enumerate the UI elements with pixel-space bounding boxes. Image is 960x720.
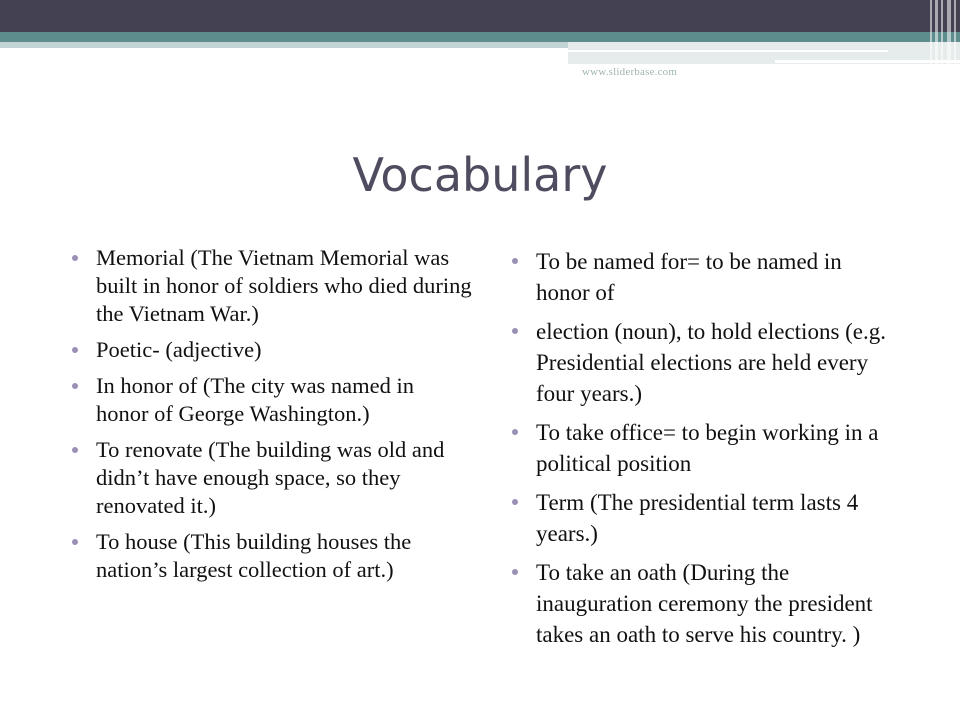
- header-bar-dark: [0, 0, 960, 32]
- bullet-icon: [512, 258, 518, 264]
- list-item-text: To be named for= to be named in honor of: [536, 249, 842, 305]
- bullet-icon: [72, 255, 78, 261]
- right-bullet-list: [512, 246, 900, 658]
- list-item: [512, 316, 900, 409]
- bullet-icon: [512, 328, 518, 334]
- header-bar-teal: [0, 32, 960, 42]
- list-item: [512, 246, 900, 308]
- list-item-text: Memorial (The Vietnam Memorial was built in honor of soldiers who died during the Vietnam War.): [96, 245, 472, 326]
- bullet-icon: [72, 447, 78, 453]
- list-item-text: To take office= to begin working in a political position: [536, 420, 879, 476]
- header-stripes: [928, 0, 960, 64]
- list-item: [72, 528, 472, 584]
- list-item-text: Poetic- (adjective): [96, 337, 262, 362]
- bullet-icon: [512, 569, 518, 575]
- list-item: [72, 372, 472, 428]
- bullet-icon: [72, 539, 78, 545]
- left-bullet-list: [72, 244, 472, 592]
- bullet-icon: [72, 383, 78, 389]
- bullet-icon: [72, 347, 78, 353]
- list-item-text: To renovate (The building was old and didn’t have enough space, so they renovated it.): [96, 437, 445, 518]
- website-watermark: www.sliderbase.com: [582, 66, 678, 78]
- list-item-text: To take an oath (During the inauguration ceremony the president takes an oath to serve his country. ): [536, 560, 873, 647]
- list-item-text: Term (The presidential term lasts 4 years.): [536, 490, 859, 546]
- header-line: [568, 50, 888, 52]
- list-item-text: To house (This building houses the nation’s largest collection of art.): [96, 529, 412, 582]
- list-item: [512, 417, 900, 479]
- bullet-icon: [512, 499, 518, 505]
- list-item: [512, 487, 900, 549]
- list-item: [72, 436, 472, 520]
- slide-title: Vocabulary: [352, 148, 608, 202]
- list-item-text: election (noun), to hold elections (e.g. Presidential elections are held every four years.): [536, 319, 887, 406]
- list-item: [72, 244, 472, 328]
- list-item: [72, 336, 472, 364]
- list-item: [512, 557, 900, 650]
- list-item-text: In honor of (The city was named in honor of George Washington.): [96, 373, 415, 426]
- bullet-icon: [512, 429, 518, 435]
- header-bar-light: [0, 42, 568, 48]
